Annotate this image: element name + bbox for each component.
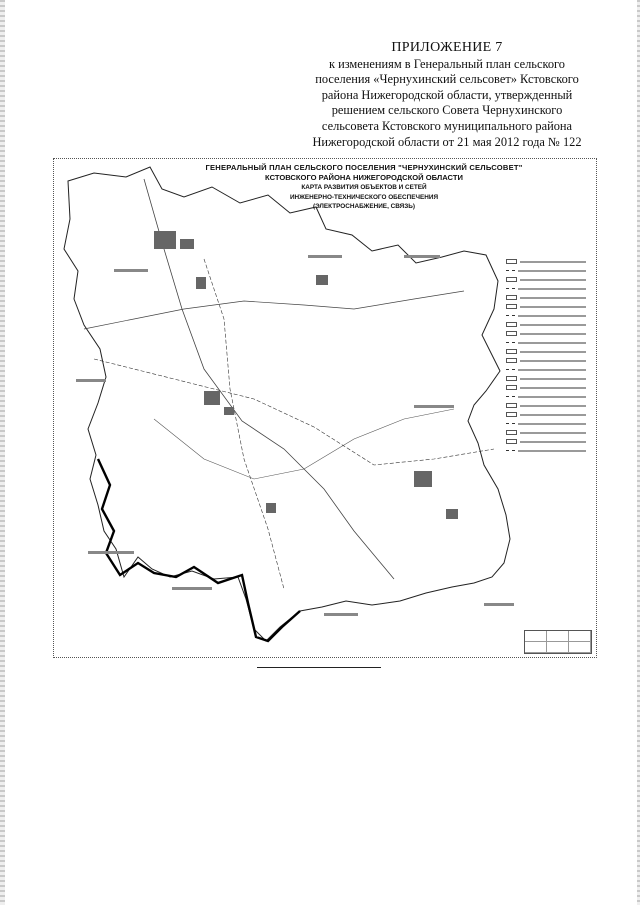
header-line: Нижегородской области от 21 мая 2012 года № 122: [312, 134, 582, 149]
area-labels: [76, 255, 514, 616]
header-line: сельсовета Кстовского муниципального района: [321, 118, 573, 133]
header-line: района Нижегородской области, утвержденный: [321, 87, 573, 102]
scan-edge-left: [0, 0, 5, 905]
map-subtitle-line: КАРТА РАЗВИТИЯ ОБЪЕКТОВ И СЕТЕЙ: [301, 184, 427, 191]
title-block-stamp: [524, 630, 592, 654]
power-line: [94, 359, 494, 465]
appendix-header: [292, 40, 602, 150]
thick-boundary: [98, 459, 300, 641]
map-subtitle-line: ИНЖЕНЕРНО-ТЕХНИЧЕСКОГО ОБЕСПЕЧЕНИЯ: [289, 193, 439, 201]
settlement-boundary: [64, 167, 510, 641]
map-subtitle-line: (ЭЛЕКТРОСНАБЖЕНИЕ, СВЯЗЬ): [312, 203, 416, 211]
map-sheet: [53, 158, 597, 658]
header-line: решением сельского Совета Чернухинского: [331, 103, 563, 118]
signature-line: [257, 667, 381, 668]
settlement-blocks: [154, 231, 458, 519]
map-title: [174, 163, 554, 211]
map-title-line: ГЕНЕРАЛЬНЫЙ ПЛАН СЕЛЬСКОГО ПОСЕЛЕНИЯ "ЧЕРНУХИНСКИЙ СЕЛЬСОВЕТ": [205, 163, 523, 172]
header-line: поселения «Чернухинский сельсовет» Кстовского: [315, 72, 579, 87]
header-line: к изменениям в Генеральный план сельского: [328, 56, 566, 71]
appendix-title: ПРИЛОЖЕНИЕ 7: [391, 40, 503, 55]
map-title-line: КСТОВСКОГО РАЙОНА НИЖЕГОРОДСКОЙ ОБЛАСТИ: [265, 173, 463, 182]
power-line: [204, 259, 284, 589]
road: [84, 291, 464, 329]
map-legend: [506, 257, 586, 455]
